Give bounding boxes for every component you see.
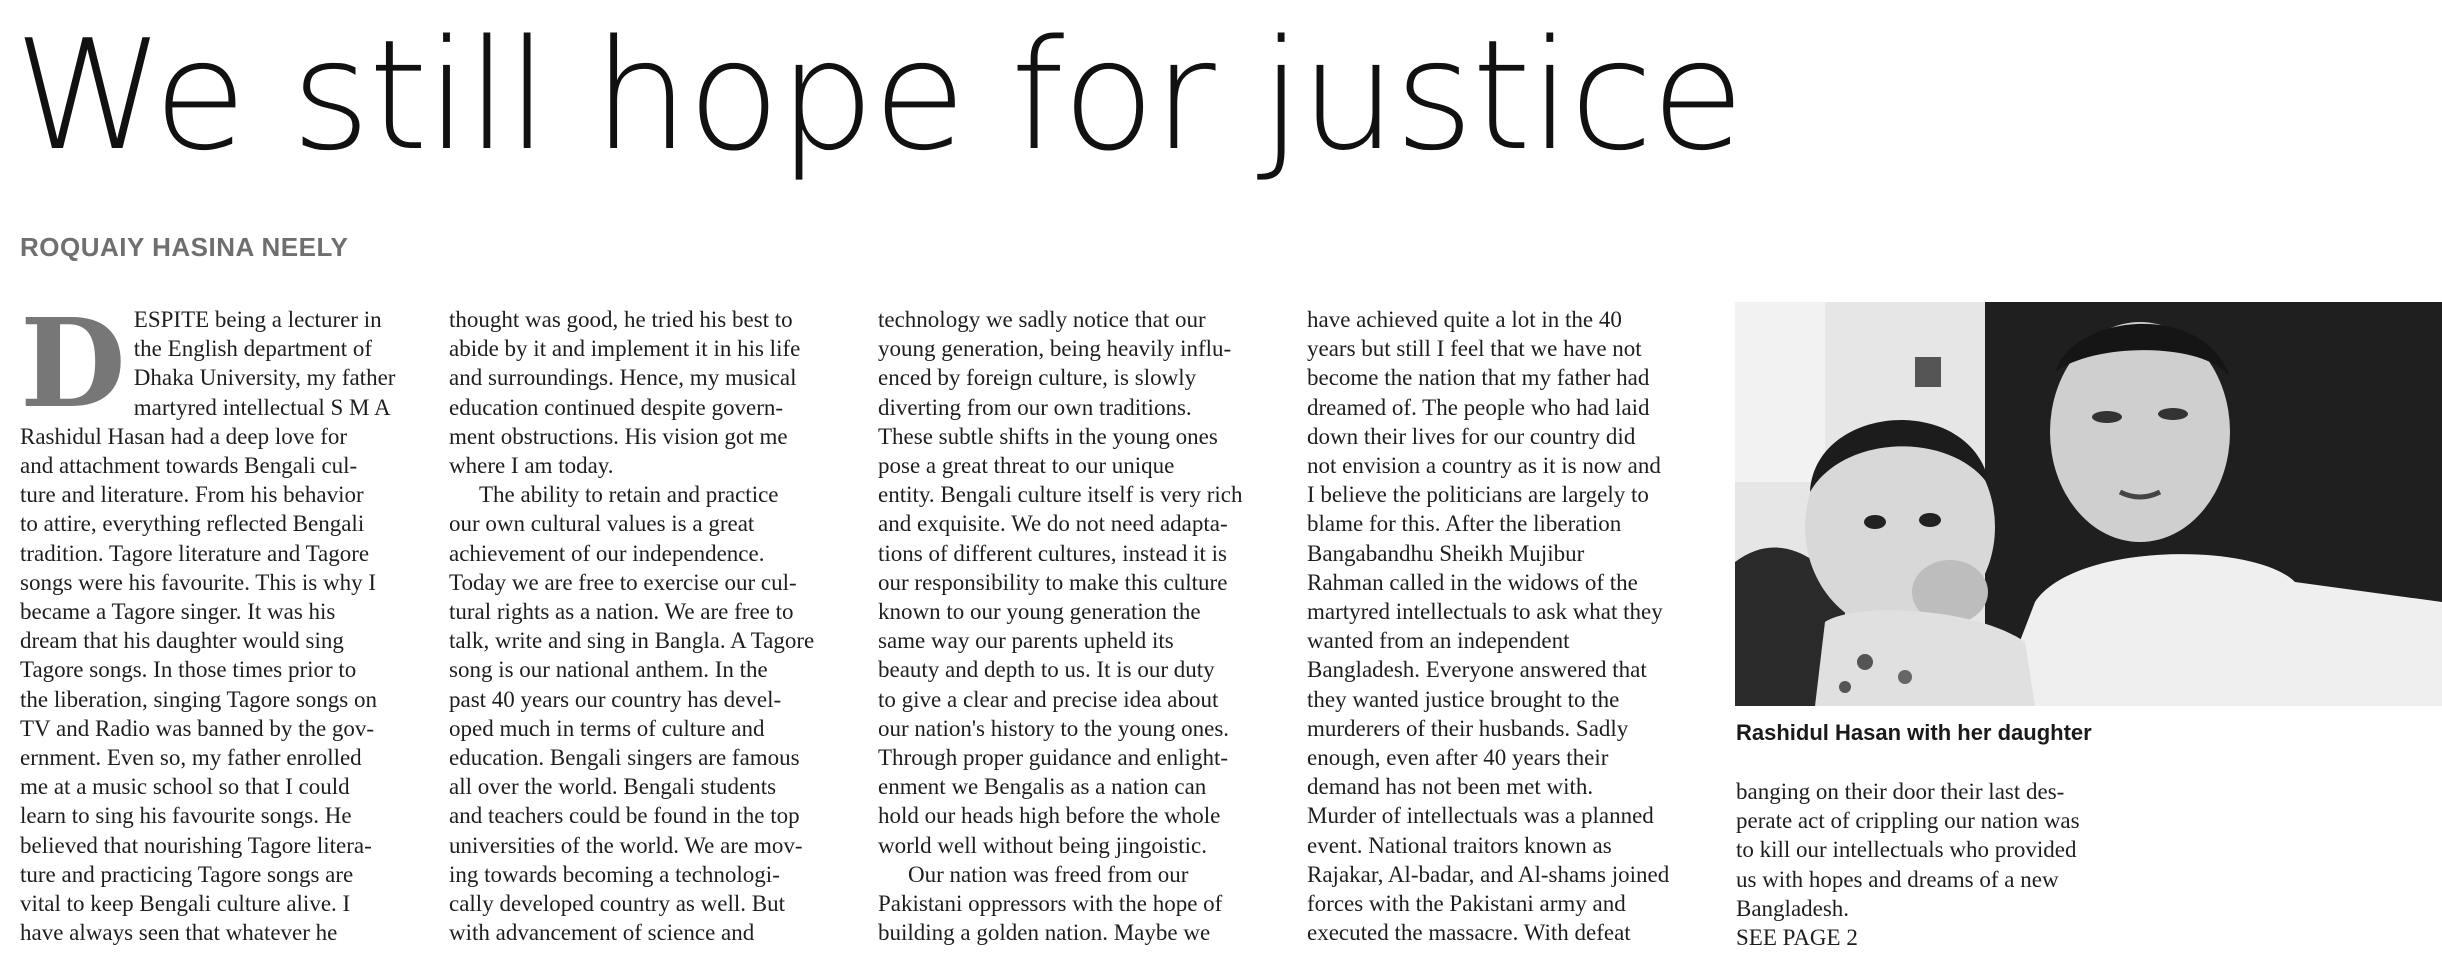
text-line: banging on their door their last des- <box>1736 779 2065 804</box>
text-line: dream that his daughter would sing <box>20 628 344 654</box>
text-line: not envision a country as it is now and <box>1307 453 1661 479</box>
text-line: with advancement of science and <box>449 920 755 946</box>
text-line: Rahman called in the widows of the <box>1307 569 1638 595</box>
text-line: to attire, everything reflected Bengali <box>20 511 365 537</box>
text-line: oped much in terms of culture and <box>449 715 765 741</box>
see-page-link[interactable]: SEE PAGE 2 <box>1736 925 1858 951</box>
text-line: thought was good, he tried his best to <box>449 307 793 332</box>
text-line: perate act of crippling our nation was <box>1736 808 2080 834</box>
text-line: Bangladesh. Everyone answered that <box>1307 657 1647 683</box>
text-line: to kill our intellectuals who provided <box>1736 837 2077 863</box>
text-line: forces with the Pakistani army and <box>1307 891 1626 917</box>
article-column-4 <box>1307 305 1699 947</box>
text-line: to give a clear and precise idea about <box>878 686 1219 712</box>
text-line: Our nation was freed from our <box>908 861 1189 887</box>
text-line: known to our young generation the <box>878 599 1201 625</box>
text-line: blame for this. After the liberation <box>1307 511 1622 537</box>
article-column-2 <box>449 305 841 947</box>
photo-caption: Rashidul Hasan with her daughter <box>1736 720 2092 745</box>
text-line: dreamed of. The people who had laid <box>1307 394 1650 420</box>
paragraph <box>449 305 841 480</box>
text-line: vital to keep Bengali culture alive. I <box>20 891 351 917</box>
text-line: and teachers could be found in the top <box>449 803 800 829</box>
text-line: wanted from an independent <box>1307 628 1570 654</box>
text-line: tions of different cultures, instead it is <box>878 540 1227 566</box>
text-line: Bangladesh. <box>1736 895 1850 921</box>
article-column-1 <box>20 291 412 947</box>
text-line: martyred intellectual S M A <box>133 394 391 420</box>
text-line: cally developed country as well. But <box>449 891 785 917</box>
text-line: demand has not been met with. <box>1307 774 1594 800</box>
text-line: technology we sadly notice that our <box>878 307 1206 332</box>
article-column-3 <box>878 305 1270 947</box>
text-line: ernment. Even so, my father enrolled <box>20 745 362 771</box>
text-line: down their lives for our country did <box>1307 423 1636 449</box>
text-line: have achieved quite a lot in the 40 <box>1307 307 1622 332</box>
text-line: abide by it and implement it in his life <box>449 336 801 362</box>
text-line: enough, even after 40 years their <box>1307 745 1609 771</box>
text-line: our nation's history to the young ones. <box>878 715 1230 741</box>
text-line: young generation, being heavily influ- <box>878 336 1232 362</box>
text-line: song is our national anthem. In the <box>449 657 768 683</box>
text-line: Today we are free to exercise our cul- <box>449 569 797 595</box>
text-line: and exquisite. We do not need adapta- <box>878 511 1228 537</box>
headline: We still hope for justice <box>14 7 1743 184</box>
text-line: beauty and depth to us. It is our duty <box>878 657 1215 683</box>
text-line: ture and literature. From his behavior <box>20 482 364 508</box>
paragraph <box>449 480 841 947</box>
text-line: ing towards becoming a technologi- <box>449 861 780 887</box>
text-line: years but still I feel that we have not <box>1307 336 1642 362</box>
text-line: building a golden nation. Maybe we <box>878 920 1211 946</box>
text-line: us with hopes and dreams of a new <box>1736 866 2059 892</box>
text-line: where I am today. <box>449 453 614 479</box>
text-line: become the nation that my father had <box>1307 365 1650 391</box>
text-line: believed that nourishing Tagore litera- <box>20 832 372 858</box>
text-line: the liberation, singing Tagore songs on <box>20 686 377 712</box>
text-line: and surroundings. Hence, my musical <box>449 365 797 391</box>
text-line: martyred intellectuals to ask what they <box>1307 599 1663 625</box>
text-line: murderers of their husbands. Sadly <box>1307 715 1629 741</box>
text-line: have always seen that whatever he <box>20 920 338 946</box>
text-line: Rajakar, Al-badar, and Al-shams joined <box>1307 861 1670 887</box>
paragraph <box>878 305 1270 860</box>
text-line: universities of the world. We are mov- <box>449 832 803 858</box>
text-line: These subtle shifts in the young ones <box>878 423 1218 449</box>
text-line: enced by foreign culture, is slowly <box>878 365 1197 391</box>
text-line: executed the massacre. With defeat <box>1307 920 1631 946</box>
text-line: songs were his favourite. This is why I <box>20 569 377 595</box>
paragraph <box>878 860 1270 948</box>
article-photo <box>1735 302 2442 706</box>
text-line: Through proper guidance and enlight- <box>878 745 1228 771</box>
text-line: they wanted justice brought to the <box>1307 686 1620 712</box>
text-line: Tagore songs. In those times prior to <box>20 657 357 683</box>
byline: ROQUAIY HASINA NEELY <box>20 232 349 262</box>
text-line: TV and Radio was banned by the gov- <box>20 715 375 741</box>
text-line: education. Bengali singers are famous <box>449 745 800 771</box>
text-line: past 40 years our country has devel- <box>449 686 782 712</box>
text-line: achievement of our independence. <box>449 540 765 566</box>
text-line: I believe the politicians are largely to <box>1307 482 1649 508</box>
text-line: The ability to retain and practice <box>479 482 779 508</box>
text-line: our own cultural values is a great <box>449 511 755 537</box>
text-line: and attachment towards Bengali cul- <box>20 453 358 479</box>
text-line: Murder of intellectuals was a planned <box>1307 803 1654 829</box>
text-line: the English department of <box>133 336 373 362</box>
text-line: Bangabandhu Sheikh Mujibur <box>1307 540 1585 566</box>
drop-cap: D <box>20 291 126 435</box>
text-line: event. National traitors known as <box>1307 832 1612 858</box>
text-line: ture and practicing Tagore songs are <box>20 861 354 887</box>
text-line: became a Tagore singer. It was his <box>20 599 336 625</box>
text-line: hold our heads high before the whole <box>878 803 1221 829</box>
text-line: pose a great threat to our unique <box>878 453 1175 479</box>
photo-illustration <box>1735 302 2442 706</box>
text-line: learn to sing his favourite songs. He <box>20 803 352 829</box>
text-line: same way our parents upheld its <box>878 628 1174 654</box>
article-column-5 <box>1736 777 2136 952</box>
text-line: education continued despite govern- <box>449 394 784 420</box>
text-line: me at a music school so that I could <box>20 774 350 800</box>
text-line: ment obstructions. His vision got me <box>449 423 788 449</box>
text-line: talk, write and sing in Bangla. A Tagore <box>449 628 815 654</box>
text-line: world well without being jingoistic. <box>878 832 1207 858</box>
text-line: all over the world. Bengali students <box>449 774 777 800</box>
text-line: Pakistani oppressors with the hope of <box>878 891 1223 917</box>
text-line: Rashidul Hasan had a deep love for <box>20 423 348 449</box>
text-line: enment we Bengalis as a nation can <box>878 774 1207 800</box>
text-line: entity. Bengali culture itself is very rich <box>878 482 1243 508</box>
text-line: our responsibility to make this culture <box>878 569 1228 595</box>
text-line: Dhaka University, my father <box>133 365 396 391</box>
text-line: tural rights as a nation. We are free to <box>449 599 794 625</box>
text-line: diverting from our own traditions. <box>878 394 1192 420</box>
text-line: tradition. Tagore literature and Tagore <box>20 540 370 566</box>
text-line: ESPITE being a lecturer in <box>133 307 382 332</box>
